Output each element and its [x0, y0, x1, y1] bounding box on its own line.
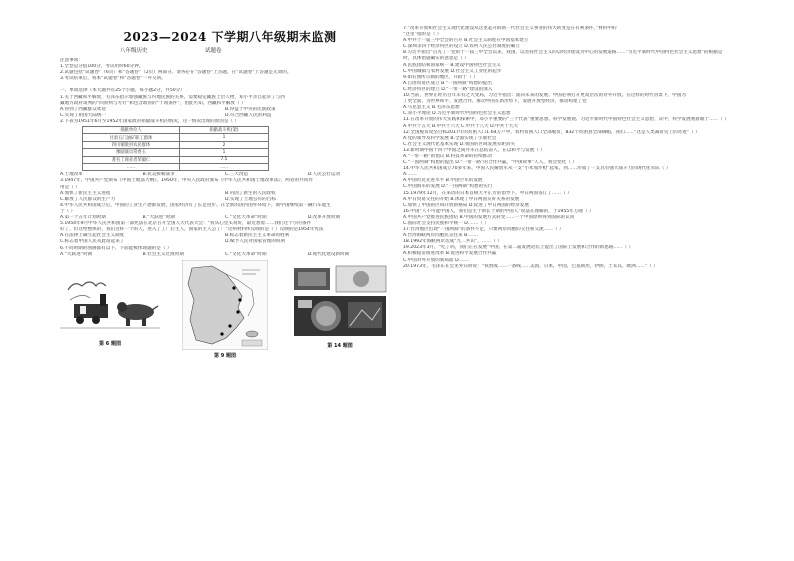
q3-options-2 — [60, 197, 390, 203]
text-line: C.社会主义现代化基本实现 D.我国的区域发展差距消失 — [403, 141, 516, 147]
table-cell: 四川铜梁县农民群体 — [83, 141, 180, 148]
text-line: A.党的领导及科学发展 B.全面实现了小康社会 — [403, 135, 497, 141]
figure-caption: 第 14 题图 — [327, 342, 353, 349]
table-row — [83, 149, 269, 156]
q4-option-c[interactable]: C.“文化大革命”时期 — [225, 215, 267, 221]
table-header: 捐献单位人 — [83, 127, 180, 134]
text-line: 1.关于西藏和平解放，毛泽东指示加强藏族与内地民族的关系，需要稳定藏族上层人物，邓小平亲自起草了与西 — [60, 94, 285, 100]
figure-9 — [175, 260, 275, 359]
text-line: C.加快了中国的区域开放新格局 D.促进了中日两国的经济发展 — [403, 202, 529, 208]
q5-option-d[interactable]: D.赋予人民对国家管理的权利 — [225, 239, 286, 245]
text-line: A.“一带一路”的倡议 B.科技革命的持续推动 — [403, 153, 492, 159]
text-line: C.深圳等四个经济特区的设立 D.农村人民公社制度的确立 — [403, 44, 520, 50]
table-cell: …… — [180, 163, 269, 170]
text-line: 20.1973年，毛泽东在会见外宾时说：“我赞成……一条线……美国，日本，中国，巴基斯坦，伊朗，土耳其，欧洲……”（ ） — [403, 263, 658, 269]
text-line: A.台湾海峡两岸同胞民众往来 B.…… — [403, 233, 478, 239]
text-line: 8.习近平指出“首先了一党的十一届三中全会以来，我国，以坚持社会主义的以经济建设为中心的发展道路……”习近平新时代中国特色社会主义思想”的根据是 — [403, 50, 723, 56]
q3-option-b[interactable]: B.巩固了新生的人民政权 — [225, 190, 276, 196]
q4-stem-2: 于（ ） — [60, 208, 76, 214]
q1-option-a[interactable]: A.得到了西藏群众欢迎 — [60, 106, 106, 112]
text-line: C.中国城镇与农村发展 D.社会主义工业化的起步 — [403, 68, 502, 74]
table-cell: 2 — [180, 141, 269, 148]
text-line: A.中日贸易交往的开始 B.体现了中日两国友好关系的发展 — [403, 196, 520, 202]
text-line: C.中国对外开放的新局面 D.…… — [403, 257, 470, 263]
table-cell: 1 — [180, 149, 269, 156]
text-line: 1.全卷总分值100分，考试用时60分钟。 — [60, 64, 144, 70]
donation-table — [82, 126, 269, 171]
text-line: A.积极稳妥推进改革 B.促进和平发展合作共赢 — [403, 251, 497, 257]
table-cell: 甘肃五门油矿职工群体 — [83, 134, 180, 141]
q3-option-d[interactable]: D.实现了土地公有的目标 — [225, 196, 276, 202]
q2-option-b[interactable]: B.抗美援朝战争 — [142, 172, 175, 178]
q5-option-b[interactable]: B.标志着新民主主义革命的胜利 — [225, 233, 290, 239]
q5-stem-2: 好了，但这给整体的，我们这样一个的人，进入了工厂后主人，国家的主人公了！”这则材料所反映的是（ ）反映的是1954年宪法 — [60, 227, 324, 233]
table-cell: 7.5 — [180, 156, 269, 163]
figure-6 — [60, 260, 160, 359]
text-line: C.国际社会支持民族和平统一 D.……（ ） — [403, 221, 490, 226]
q4-stem: 4.中华人民共和国成立后，中国的工业生产逐渐发展，国家经济有了长足进步。在全新的国内国外环境下，新中国继续第一辆汽车诞生 — [60, 202, 331, 208]
table-row — [83, 134, 269, 141]
text-line: 13.新时期中国十四个中国之间并未在总结前人，在以和平与发展（ ） — [403, 147, 545, 153]
text-line: 11.在改革开放的伟大实践和探索中，邓小平重要的“三个代表”重要思想、科学发展观、习近平新时代中国特色社会主义思想，其中，科学发展观着眼于……（ ） — [403, 117, 729, 123]
q5-option-c[interactable]: C.标志着中国人民从此站起来了 — [60, 239, 125, 245]
banknote-illustration — [290, 260, 390, 340]
text-line: 18.1992年海峡两岸达成“九二共识”，……（ ） — [403, 239, 502, 245]
q5-options-2 — [60, 239, 390, 245]
text-line: 16.中国“人不可能中国人，我们是生于斯长于斯的中国人”说法在理解的，于1955年万隆（ ） — [403, 208, 594, 214]
text-line: 10.当前，世界正经历百年未有之大变局，习近平指出：面向未来的发展。中国必须打开更高层次的对外开放。在这样的时代背景下，中国为 — [403, 93, 686, 99]
text-line: A.…… — [403, 172, 417, 178]
paper-label: 试题卷 — [205, 48, 222, 54]
q2-option-a[interactable]: A.土地改革 — [60, 172, 83, 178]
q6-option-d[interactable]: D.现代化建设新时期 — [307, 251, 350, 257]
text-line: 19.2023年3月，“吃了吗，我们正在发展”中国，在第二届发展论坛上提出了国际上发展和合作的新思路……（ ） — [403, 245, 634, 251]
steam-engine-illustration — [60, 260, 160, 338]
table-cell: 豫剧演员常香玉 — [83, 149, 180, 156]
q3-option-c[interactable]: C.解放了人民群众的生产力 — [60, 196, 116, 202]
q1-option-d[interactable]: D.符合西藏人民的利益 — [225, 112, 272, 118]
text-line: A.民族团结和国家统一 B.建设中国特色社会主义 — [403, 62, 501, 68]
text-line: 了更全面、为世界和平、发展合作、推动中国在新形势下，发展开放型经济，推动构建了党 — [403, 99, 587, 105]
table-cell: 1 — [180, 134, 269, 141]
text-line: 时，具体措施确实的意思是（ ） — [403, 56, 469, 62]
table-row — [83, 156, 269, 163]
q6-stem: 6.不同时期的图画都有以下，下面能被体现题的是（ ） — [60, 245, 172, 251]
text-line: 17.台湾地区出现“一国两制”的条件不足，只要两岸同胞的交往和交流……（ ） — [403, 227, 564, 233]
text-line: 14.中华人民共和国成立70多年来，中国人民解放军从一支“小米加步枪”起家，到……形成了一支具有强大战斗力的现代化军队（ ） — [403, 166, 671, 172]
q6-options — [60, 252, 390, 258]
text-line: A.中国坦克先进水平 B.中国空军的发展 — [403, 178, 483, 184]
coastal-map-illustration — [182, 260, 268, 350]
page-title: 2023—2024 下学期八年级期末监测 — [123, 30, 337, 44]
text-line: 12.全国脱贫攻坚目标2017年的贫困人口1.64万户中，农村贫困人口全部脱贫，832个贫困县全部摘帽，我们……“这是人类减贫史上的奇迹”（ ） — [403, 129, 700, 135]
text-line: C.中国海军的发展 D.“一国两制”构想的实行 — [403, 184, 493, 190]
q4-option-a[interactable]: A.第一个五年计划时期 — [60, 215, 106, 221]
q5-option-a[interactable]: A.在法律上确立起社会主义制度 — [60, 233, 125, 239]
table-header: 捐献战斗机(架) — [180, 127, 269, 134]
table-cell: 著名工商业者荣毅仁 — [83, 156, 180, 163]
right-content — [403, 26, 736, 270]
table-row — [83, 141, 269, 148]
text-line: C.邓小平理论 D.习近平新时代中国特色社会主义思想 — [403, 111, 511, 117]
q6-option-c[interactable]: C.“文化大革命”时期 — [225, 251, 267, 257]
q2-option-c[interactable]: C.三大改造 — [225, 172, 249, 178]
table-row — [83, 163, 269, 170]
left-content — [60, 58, 390, 359]
q5-stem: 5.1954年9月中华人民共和国第一部宪法在北京召开全国人大代表大会：“我从心里头说好，最近想着……我们这个小的条件 — [60, 221, 312, 227]
text-line: “这里”指的是（ ） — [403, 32, 442, 38]
text-line: 9.如右图所示画的地区，开辟于（ ） — [403, 74, 478, 80]
figures-row — [60, 260, 390, 359]
q1-option-c[interactable]: C.实现了祖国大陆统一 — [60, 112, 107, 118]
text-line: A.马克思主义 B.毛泽东思想 — [403, 105, 460, 111]
q3-stem-2: 用是（ ） — [60, 184, 80, 190]
text-line: 藏地方政府谈判的“四原则与方针”和包含政府的“十项条件”，由此可知，西藏和平解放（ ） — [60, 100, 246, 106]
text-line: 3.考试结束后，将本“试题卷”和“答题卷”一并交回。 — [60, 76, 166, 82]
subject-label: 八年级历史 — [120, 48, 148, 54]
q2-option-d[interactable]: D.人民公社运动 — [307, 172, 341, 178]
text-line: A.中共十一届三中全会的召开 B.社会主义制度在中国基本建立 — [403, 38, 529, 44]
q3-option-a[interactable]: A.加快了新民主主义进程 — [60, 190, 111, 196]
q4-option-b[interactable]: B.“大跃进”时期 — [142, 215, 175, 221]
text-line: 注意事项： — [60, 58, 83, 63]
text-line: C.经济特区的建立 D.“一带一路”建设的深入 — [403, 86, 493, 92]
figure-caption: 第 9 题图 — [214, 352, 236, 359]
table-header-row — [83, 127, 269, 134]
text-line: 一、单项选择（本大题共有25个小题，每小题2分，共50分） — [60, 88, 185, 94]
table-cell: …… — [83, 163, 180, 170]
figure-14 — [290, 260, 390, 359]
q3-stem: 3.1947年，中国共产党颁布《中国土地法大纲》，1950年，中央人民政府颁布《中华人民共和国土地改革法》，两者的共同作 — [60, 178, 313, 184]
q2-stem: 2.下表为1951年6月至1952年国家政府捐献战斗机的情况，这一情况出现的原因是（ ） — [60, 118, 240, 124]
text-line: A.中国共产党推进民族团结 B.中国的发展方式转变……一个中国原则得到国际的认同 — [403, 214, 575, 220]
q1-option-b[interactable]: B.得益于中央的民族政策 — [225, 106, 276, 112]
text-line: 2.试题包括“试题卷”（6页）和“答题卷”（2页）两部分。请务必在“答题卷”上答题，在“试题卷”上答题是无效的。 — [60, 70, 292, 76]
text-line: 15.1979年12月，在来访的日本首相大平正芳的倡导下，中日两国签订了……（ ） — [403, 190, 572, 196]
text-line: 7.“改革开放和社会主义现代化建设从这里起开辟新一代社会主义事业的伟大转变是在有利条件。”材料中的 — [403, 26, 617, 31]
q6-option-a[interactable]: A.“大跃进”时期 — [60, 251, 93, 257]
instructions-block — [60, 58, 390, 107]
q4-option-d[interactable]: D.改革开放时期 — [307, 215, 341, 221]
text-line: A.自由贸易区成立 B.“一国两制”构想的提出 — [403, 80, 492, 86]
q6-option-b[interactable]: B.社会主义过渡时期 — [142, 251, 184, 257]
text-line: A.中共十五大 B.中共十六大 C.中共十八大 D.中共十九大 — [403, 123, 519, 129]
figure-caption: 第 6 题图 — [99, 340, 121, 347]
text-line: C.“一国两制”构想的提出 D.“一带一路”的合作共赢，“中国故事”人人，将会变化（ ） — [403, 160, 577, 166]
